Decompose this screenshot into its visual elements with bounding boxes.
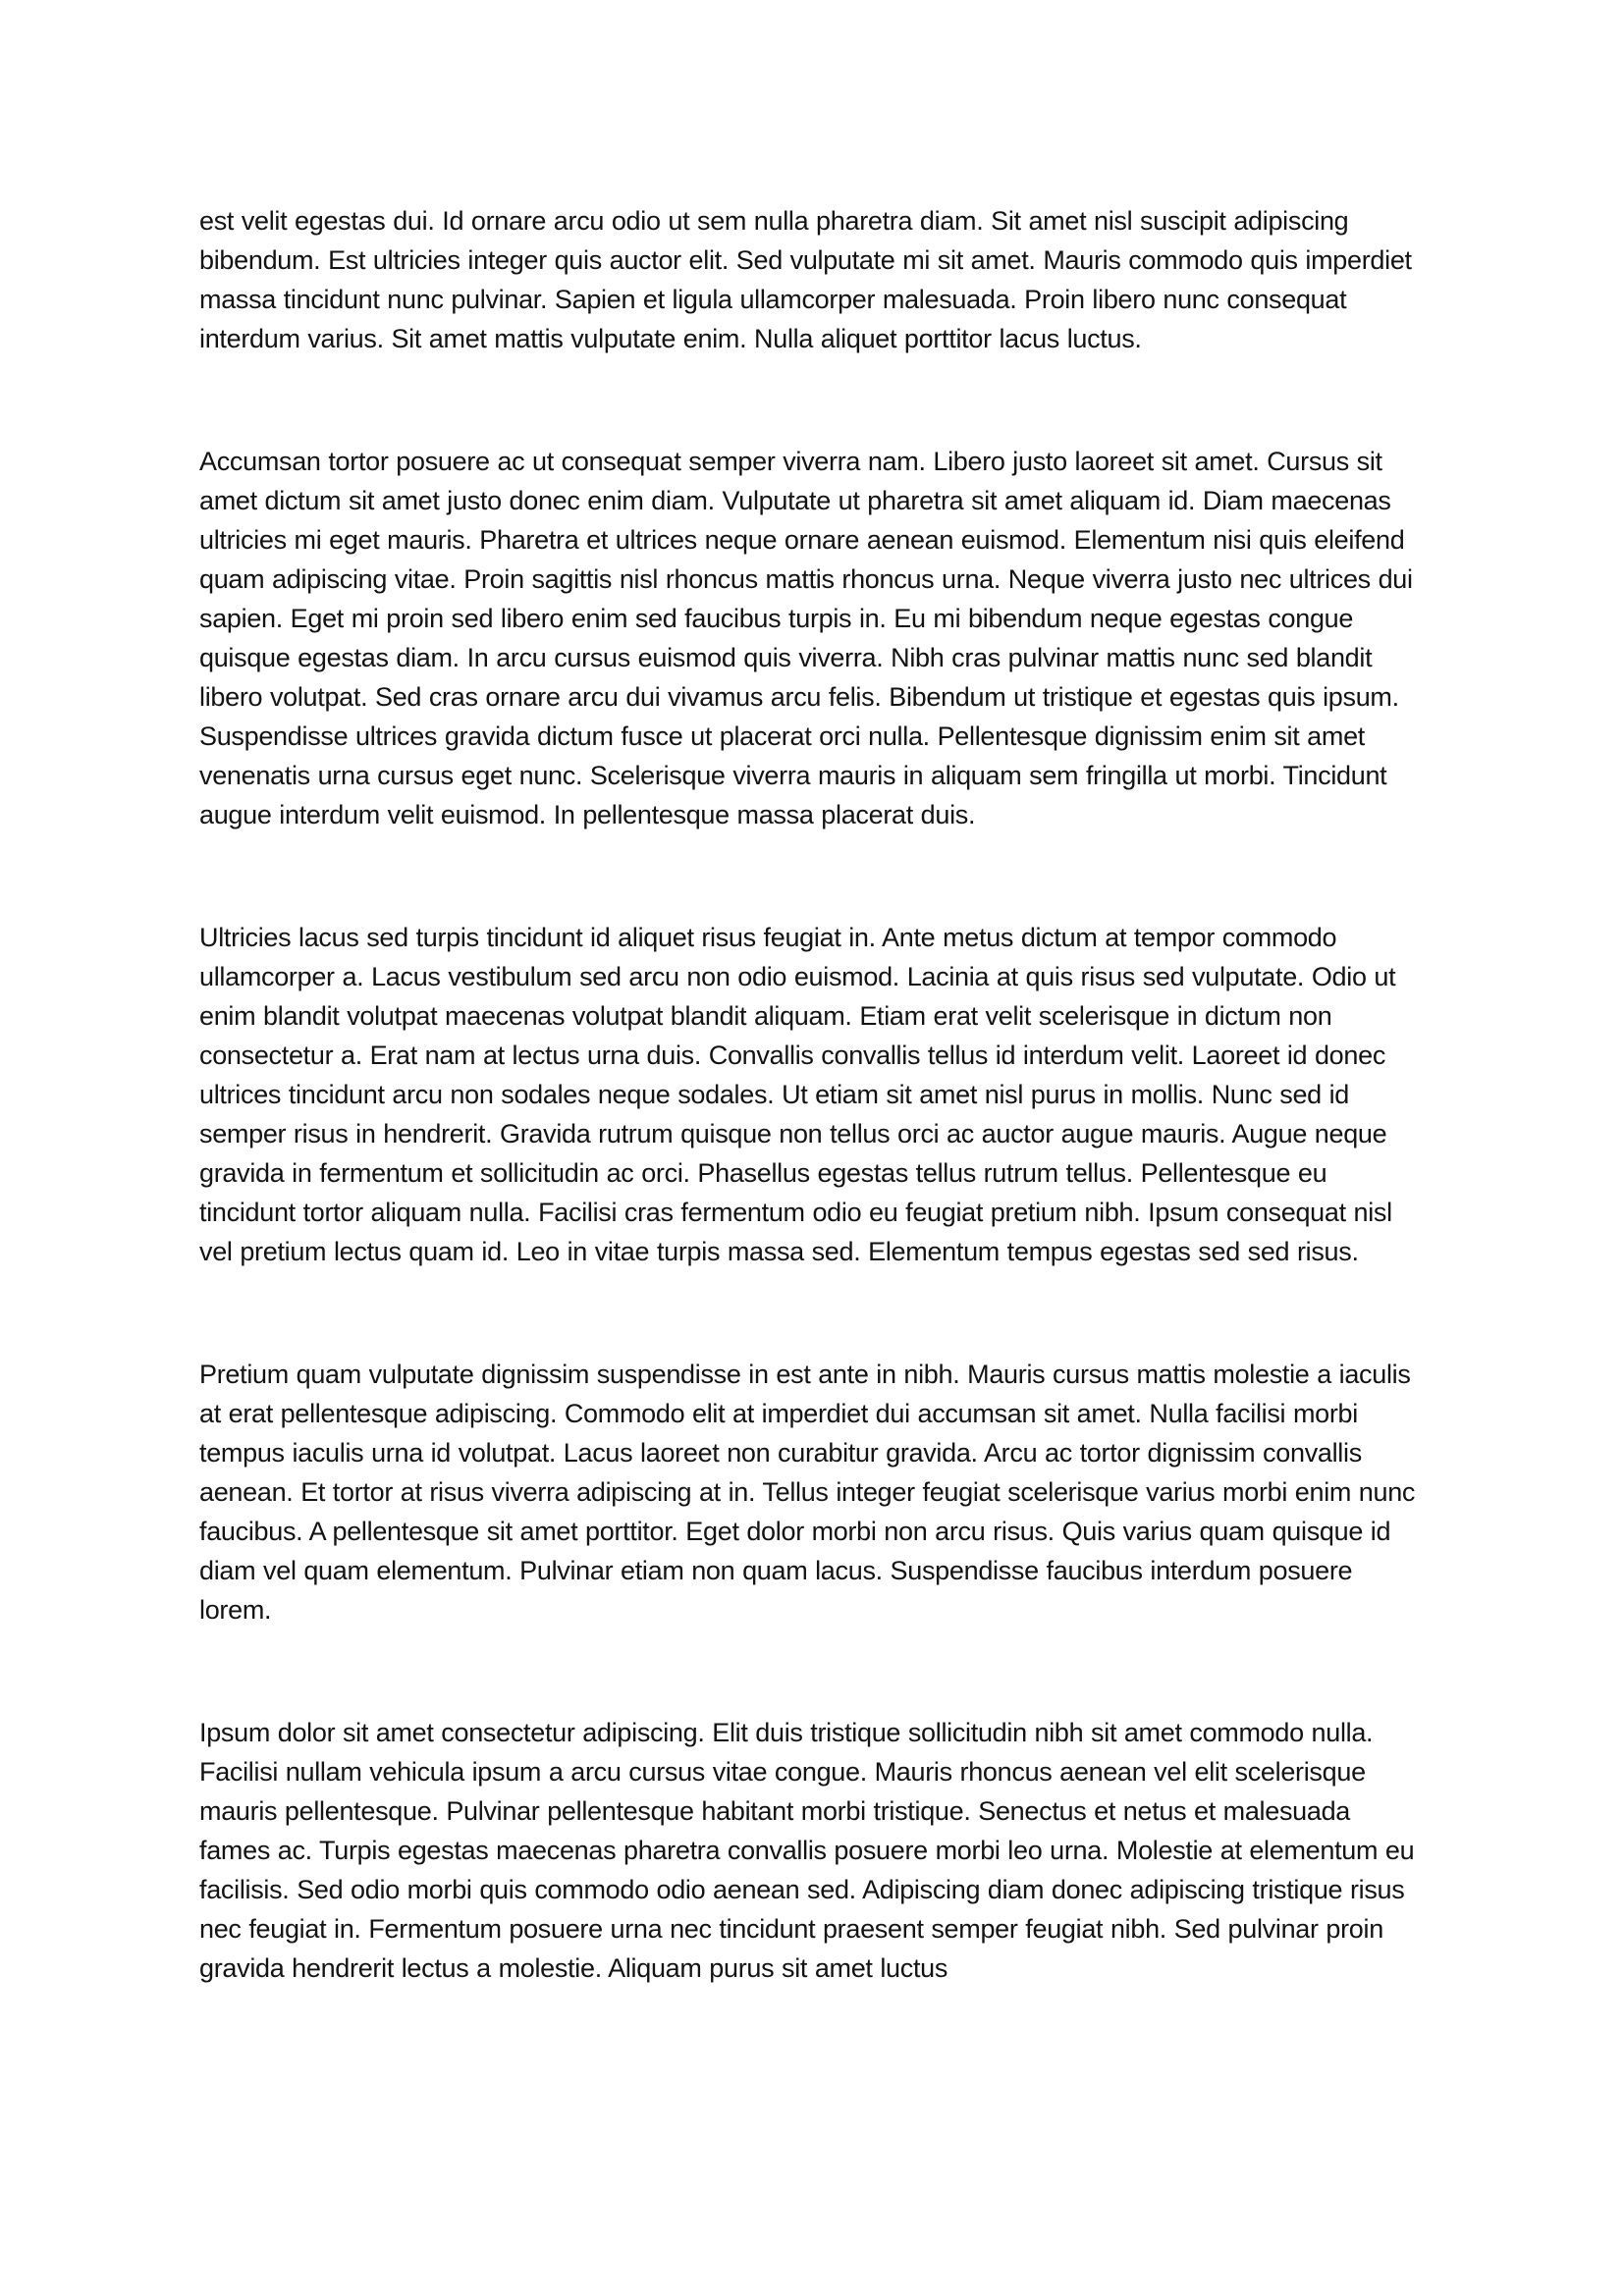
document-body <box>199 201 1417 1988</box>
paragraph-5: Ipsum dolor sit amet consectetur adipiscing. Elit duis tristique sollicitudin nibh sit amet commodo nulla. Facilisi nullam vehicula ipsum a arcu cursus vitae congue. Mauris rhoncus aenean vel elit scelerisque mauris pellentesque. Pulvinar pellentesque habitant morbi tristique. Senectus et netus et malesuada fames ac. Turpis egestas maecenas pharetra convallis posuere morbi leo urna. Molestie at elementum eu facilisis. Sed odio morbi quis commodo odio aenean sed. Adipiscing diam donec adipiscing tristique risus nec feugiat in. Fermentum posuere urna nec tincidunt praesent semper feugiat nibh. Sed pulvinar proin gravida hendrerit lectus a molestie. Aliquam purus sit amet luctus <box>199 1718 1415 1983</box>
paragraph-3: Ultricies lacus sed turpis tincidunt id aliquet risus feugiat in. Ante metus dictum at tempor commodo ullamcorper a. Lacus vestibulum sed arcu non odio euismod. Lacinia at quis risus sed vulputate. Odio ut enim blandit volutpat maecenas volutpat blandit aliquam. Etiam erat velit scelerisque in dictum non consectetur a. Erat nam at lectus urna duis. Convallis convallis tellus id interdum velit. Laoreet id donec ultrices tincidunt arcu non sodales neque sodales. Ut etiam sit amet nisl purus in mollis. Nunc sed id semper risus in hendrerit. Gravida rutrum quisque non tellus orci ac auctor augue mauris. Augue neque gravida in fermentum et sollicitudin ac orci. Phasellus egestas tellus rutrum tellus. Pellentesque eu tincidunt tortor aliquam nulla. Facilisi cras fermentum odio eu feugiat pretium nibh. Ipsum consequat nisl vel pretium lectus quam id. Leo in vitae turpis massa sed. Elementum tempus egestas sed sed risus. <box>199 923 1396 1266</box>
paragraph-2: Accumsan tortor posuere ac ut consequat semper viverra nam. Libero justo laoreet sit amet. Cursus sit amet dictum sit amet justo donec enim diam. Vulputate ut pharetra sit amet aliquam id. Diam maecenas ultricies mi eget mauris. Pharetra et ultrices neque ornare aenean euismod. Elementum nisi quis eleifend quam adipiscing vitae. Proin sagittis nisl rhoncus mattis rhoncus urna. Neque viverra justo nec ultrices dui sapien. Eget mi proin sed libero enim sed faucibus turpis in. Eu mi bibendum neque egestas congue quisque egestas diam. In arcu cursus euismod quis viverra. Nibh cras pulvinar mattis nunc sed blandit libero volutpat. Sed cras ornare arcu dui vivamus arcu felis. Bibendum ut tristique et egestas quis ipsum. Suspendisse ultrices gravida dictum fusce ut placerat orci nulla. Pellentesque dignissim enim sit amet venenatis urna cursus eget nunc. Scelerisque viverra mauris in aliquam sem fringilla ut morbi. Tincidunt augue interdum velit euismod. In pellentesque massa placerat duis. <box>199 447 1413 829</box>
paragraph-1: est velit egestas dui. Id ornare arcu odio ut sem nulla pharetra diam. Sit amet nisl suscipit adipiscing bibendum. Est ultricies integer quis auctor elit. Sed vulputate mi sit amet. Mauris commodo quis imperdiet massa tincidunt nunc pulvinar. Sapien et ligula ullamcorper malesuada. Proin libero nunc consequat interdum varius. Sit amet mattis vulputate enim. Nulla aliquet porttitor lacus luctus. <box>199 206 1412 353</box>
paragraph-4: Pretium quam vulputate dignissim suspendisse in est ante in nibh. Mauris cursus mattis molestie a iaculis at erat pellentesque adipiscing. Commodo elit at imperdiet dui accumsan sit amet. Nulla facilisi morbi tempus iaculis urna id volutpat. Lacus laoreet non curabitur gravida. Arcu ac tortor dignissim convallis aenean. Et tortor at risus viverra adipiscing at in. Tellus integer feugiat scelerisque varius morbi enim nunc faucibus. A pellentesque sit amet porttitor. Eget dolor morbi non arcu risus. Quis varius quam quisque id diam vel quam elementum. Pulvinar etiam non quam lacus. Suspendisse faucibus interdum posuere lorem. <box>199 1360 1416 1625</box>
